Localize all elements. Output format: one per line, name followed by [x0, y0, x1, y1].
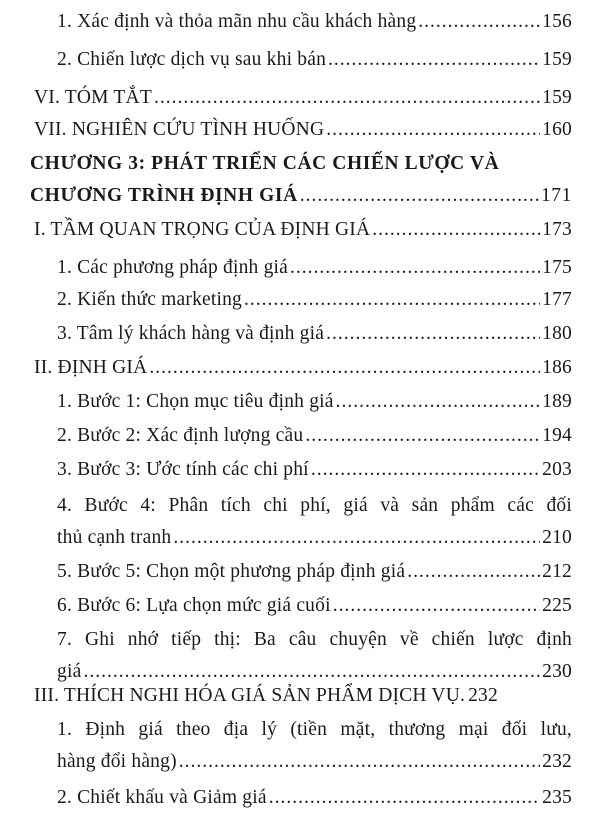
toc-entry-title: 6. Bước 6: Lựa chọn mức giá cuối	[57, 595, 331, 616]
leader-dots	[326, 318, 540, 350]
toc-entry	[57, 6, 572, 38]
toc-entry-title: 1. Bước 1: Chọn mục tiêu định giá	[57, 391, 334, 412]
leader-dots	[333, 590, 540, 622]
toc-entry-title: 2. Kiến thức marketing	[57, 289, 243, 310]
leader-dots	[149, 352, 540, 384]
toc-entry-page: 173	[542, 219, 572, 240]
chapter-heading	[30, 148, 572, 212]
toc-entry	[57, 556, 572, 588]
toc-entry-page: 235	[542, 787, 572, 808]
toc-entry-page: 210	[542, 527, 572, 548]
toc-entry	[34, 680, 572, 712]
toc-entry	[57, 284, 572, 316]
leader-dots	[244, 284, 540, 316]
toc-entry-title: 2. Chiến lược dịch vụ sau khi bán	[57, 49, 327, 70]
toc-entry-title: hàng đổi hàng)	[57, 751, 177, 772]
toc-entry-page: 225	[542, 595, 572, 616]
toc-entry-page: 177	[542, 289, 572, 310]
toc-entry-title-line1: 4. Bước 4: Phân tích chi phí, giá và sản phẩm các đối	[57, 495, 572, 516]
toc-entry-page: 194	[542, 425, 572, 446]
toc-entry-page: 159	[542, 49, 572, 70]
leader-dots	[179, 746, 540, 778]
toc-entry	[57, 590, 572, 622]
toc-entry-page: 232	[542, 751, 572, 772]
toc-entry	[57, 714, 572, 778]
toc-entry	[57, 782, 572, 814]
toc-entry	[57, 386, 572, 418]
leader-dots	[173, 522, 540, 554]
toc-entry	[57, 454, 572, 486]
toc-entry-title-line1: 1. Định giá theo địa lý (tiền mặt, thương mại đối lưu,	[57, 719, 572, 740]
toc-entry-page: 232	[468, 685, 498, 706]
toc-entry	[57, 252, 572, 284]
toc-entry-title: I. TẦM QUAN TRỌNG CỦA ĐỊNH GIÁ	[34, 219, 371, 240]
chapter-title-line1: CHƯƠNG 3: PHÁT TRIỂN CÁC CHIẾN LƯỢC VÀ	[30, 153, 500, 174]
leader-dots	[328, 44, 540, 76]
toc-entry	[34, 82, 572, 114]
toc-entry-title: III. THÍCH NGHI HÓA GIÁ SẢN PHẨM DỊCH VỤ.	[34, 685, 466, 706]
toc-entry-title: 3. Tâm lý khách hàng và định giá	[57, 323, 325, 344]
toc-entry-title: 1. Các phương pháp định giá	[57, 257, 288, 278]
toc-entry-page: 212	[542, 561, 572, 582]
toc-entry-title-line1: 7. Ghi nhớ tiếp thị: Ba câu chuyện về chiến lược định	[57, 629, 572, 650]
toc-entry-title: 3. Bước 3: Ước tính các chi phí	[57, 459, 309, 480]
toc-entry-title: thủ cạnh tranh	[57, 527, 172, 548]
toc-entry-page: 159	[542, 87, 572, 108]
toc-entry	[34, 214, 572, 246]
toc-entry	[57, 624, 572, 688]
leader-dots	[407, 556, 540, 588]
leader-dots	[290, 252, 540, 284]
chapter-title-line2: CHƯƠNG TRÌNH ĐỊNH GIÁ	[30, 185, 298, 206]
toc-entry-title: 2. Bước 2: Xác định lượng cầu	[57, 425, 304, 446]
toc-entry	[34, 114, 572, 146]
toc-entry-page: 180	[542, 323, 572, 344]
toc-entry	[57, 420, 572, 452]
toc-entry-title: 5. Bước 5: Chọn một phương pháp định giá	[57, 561, 406, 582]
toc-entry	[34, 352, 572, 384]
toc-entry-page: 175	[542, 257, 572, 278]
leader-dots	[305, 420, 540, 452]
toc-entry-page: 160	[542, 119, 572, 140]
leader-dots	[300, 180, 539, 212]
leader-dots	[311, 454, 540, 486]
toc-entry-title: VI. TÓM TẮT	[34, 87, 152, 108]
leader-dots	[372, 214, 540, 246]
leader-dots	[336, 386, 541, 418]
toc-entry	[57, 318, 572, 350]
toc-entry-page: 203	[542, 459, 572, 480]
toc-entry	[57, 490, 572, 554]
toc-entry	[57, 44, 572, 76]
toc-entry-page: 189	[542, 391, 572, 412]
toc-entry-title: II. ĐỊNH GIÁ	[34, 357, 148, 378]
toc-entry-title: 1. Xác định và thỏa mãn nhu cầu khách hàng	[57, 11, 417, 32]
toc-entry-page: 171	[540, 185, 572, 206]
leader-dots	[154, 82, 540, 114]
leader-dots	[326, 114, 540, 146]
toc-entry-page: 156	[542, 11, 572, 32]
toc-entry-title: VII. NGHIÊN CỨU TÌNH HUỐNG	[34, 119, 325, 140]
leader-dots	[269, 782, 540, 814]
toc-entry-title: 2. Chiết khấu và Giảm giá	[57, 787, 267, 808]
toc-entry-title: giá	[57, 661, 82, 682]
toc-entry-page: 186	[542, 357, 572, 378]
toc-entry-page: 230	[542, 661, 572, 682]
leader-dots	[418, 6, 540, 38]
